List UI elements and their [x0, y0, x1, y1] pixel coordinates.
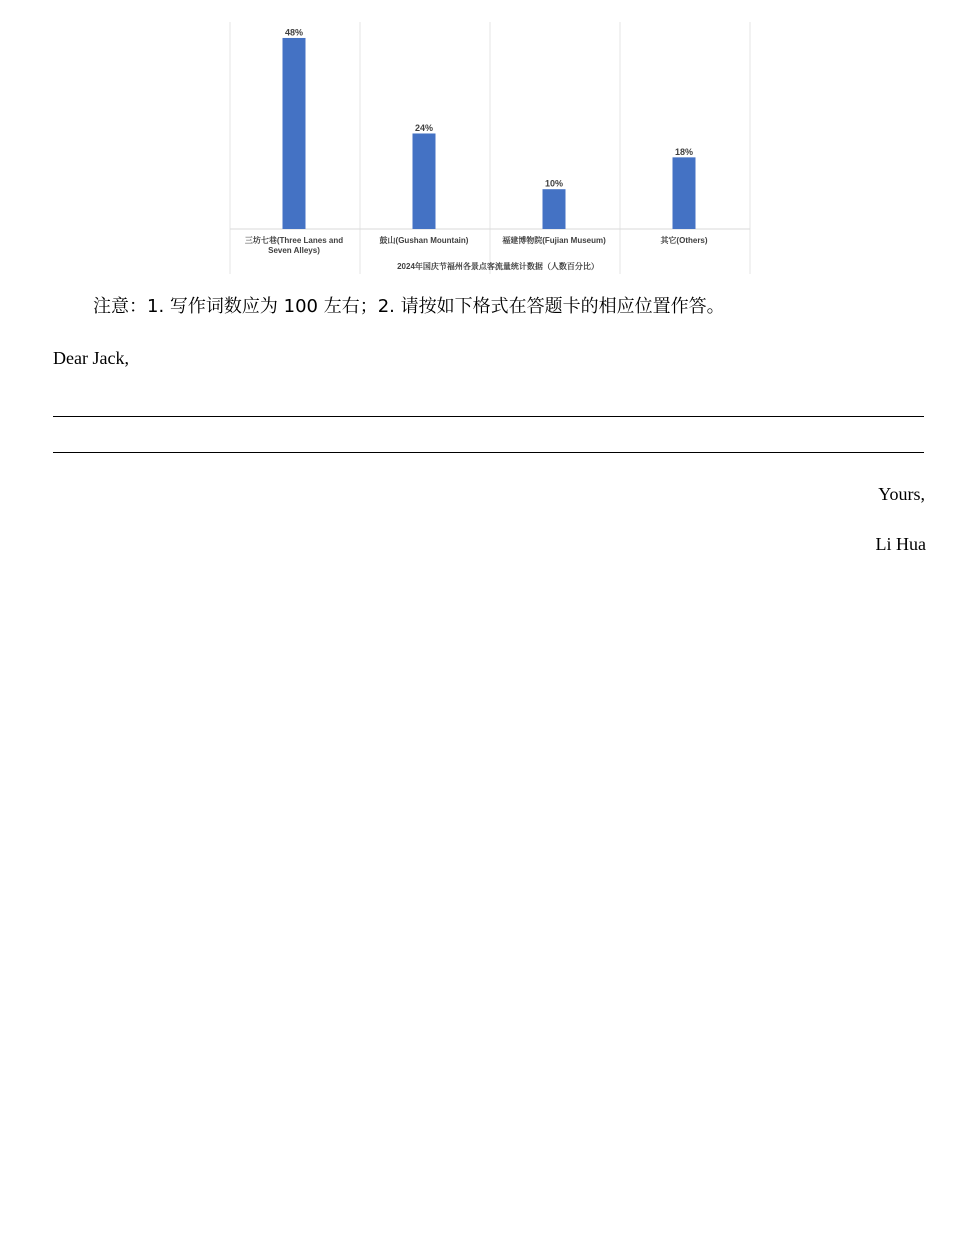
chart-category-label-1: 三坊七巷(Three Lanes and Seven Alleys) [244, 236, 344, 255]
chart-bar-1 [283, 38, 306, 229]
chart-bar-4 [673, 157, 696, 229]
chart-category-label-2: 鼓山(Gushan Mountain) [379, 236, 469, 245]
bar-chart [228, 22, 752, 274]
chart-category-label-4: 其它(Others) [660, 236, 708, 245]
letter-salutation: Dear Jack, [53, 348, 129, 368]
chart-data-label-1: 48% [284, 27, 304, 38]
chart-svg [228, 22, 752, 274]
letter-signature: Li Hua [875, 534, 926, 554]
writing-instructions: 注意：1. 写作词数应为 100 左右；2. 请按如下格式在答题卡的相应位置作答。 [93, 296, 725, 317]
chart-bar-3 [543, 189, 566, 229]
chart-data-label-2: 24% [414, 122, 434, 133]
letter-closing: Yours, [878, 484, 925, 504]
chart-data-label-4: 18% [674, 146, 694, 157]
chart-data-label-3: 10% [544, 178, 564, 189]
chart-title: 2024年国庆节福州各景点客流量统计数据（人数百分比） [397, 262, 599, 271]
chart-category-label-3: 福建博物院(Fujian Museum) [502, 236, 606, 245]
answer-line-2 [53, 452, 924, 453]
chart-bar-2 [413, 133, 436, 229]
answer-line-1 [53, 416, 924, 417]
